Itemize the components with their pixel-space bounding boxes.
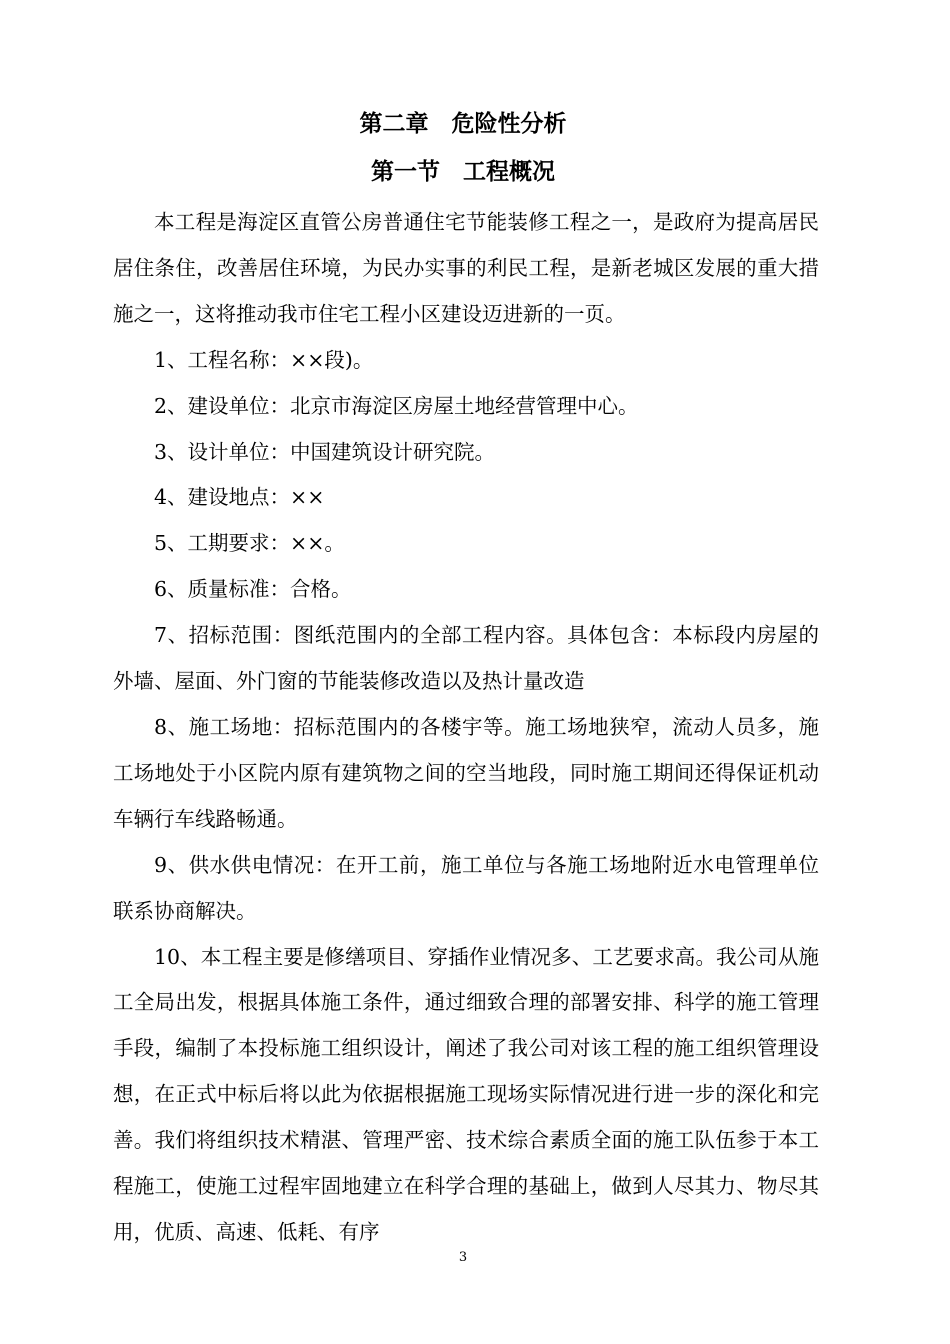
page-number: 3	[458, 1250, 468, 1265]
paragraph-utilities: 9、供水供电情况：在开工前，施工单位与各施工场地附近水电管理单位联系协商解决。	[113, 852, 819, 923]
paragraph-design-unit: 3、设计单位：中国建筑设计研究院。	[154, 439, 496, 464]
paragraph-organization: 10、本工程主要是修缮项目、穿插作业情况多、工艺要求高。我公司从施工全局出发，根据具体施工条件，通过细致合理的部署安排、科学的施工管理手段，编制了本投标施工组织设计，阐述了我公司对该工程的施工组织管理设想，在正式中标后将以此为依据根据施工现场实际情况进行进一步的深化和完善。我们将组织技术精湛、管理严密、技术综合素质全面的施工队伍参于本工程施工，使施工过程牢固地建立在科学合理的基础上，做到人尽其力、物尽其用，优质、高速、低耗、有序	[113, 944, 819, 1244]
paragraph-schedule: 5、工期要求：××。	[154, 531, 345, 556]
paragraph-project-name: 1、工程名称：××段)。	[154, 347, 374, 372]
paragraph-tender-scope: 7、招标范围：图纸范围内的全部工程内容。具体包含：本标段内房屋的外墙、屋面、外门窗的节能装修改造以及热计量改造	[113, 623, 819, 694]
chapter-title: 第二章 危险性分析	[359, 111, 567, 137]
paragraph-site-location: 4、建设地点：××	[154, 485, 325, 510]
paragraph-intro: 本工程是海淀区直管公房普通住宅节能装修工程之一，是政府为提高居民居住条住，改善居住环境，为民办实事的利民工程，是新老城区发展的重大措施之一，这将推动我市住宅工程小区建设迈进新的一页。	[113, 210, 819, 326]
paragraph-site-conditions: 8、施工场地：招标范围内的各楼宇等。施工场地狭窄，流动人员多，施工场地处于小区院内原有建筑物之间的空当地段，同时施工期间还得保证机动车辆行车线路畅通。	[113, 714, 819, 831]
paragraph-quality-standard: 6、质量标准：合格。	[154, 577, 352, 602]
body-text	[113, 200, 819, 1256]
section-title: 第一节 工程概况	[371, 159, 555, 185]
paragraph-construction-unit: 2、建设单位：北京市海淀区房屋土地经营管理中心。	[154, 393, 639, 418]
